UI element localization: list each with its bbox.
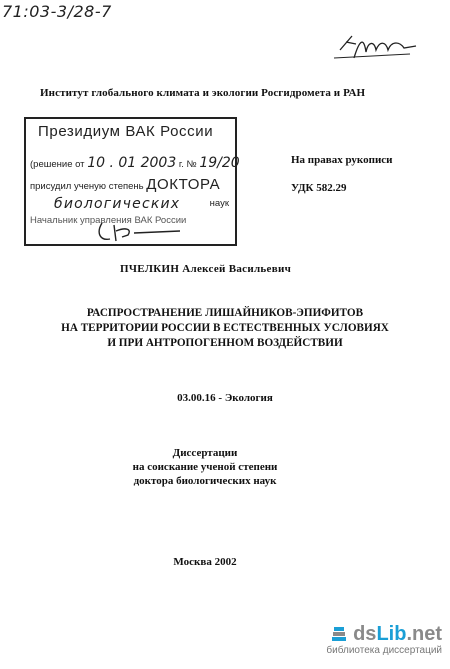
stamp-sciences-suffix: наук (209, 198, 229, 209)
manuscript-rights: На правах рукописи (291, 154, 393, 166)
city-year: Москва 2002 (173, 556, 237, 568)
handwritten-catalog-number: 71:03-3/28-7 (2, 2, 112, 21)
degree-line: Диссертации (172, 447, 238, 459)
stamp-decision-line (30, 155, 240, 171)
vak-stamp (24, 117, 240, 246)
institute-name: Институт глобального климата и экологии Росгидромета и РАН (40, 87, 366, 99)
stamp-degree-field: биологических (54, 196, 181, 212)
watermark-logo (353, 623, 442, 646)
logo-lib: Lib (376, 623, 407, 645)
stamp-decision-number: 19/20 (199, 155, 240, 171)
stamp-title: Президиум ВАК России (38, 123, 214, 140)
degree-line: доктора биологических наук (133, 475, 277, 487)
specialty-code: 03.00.16 - Экология (177, 392, 273, 404)
stamp-decision-prefix: (решение от (30, 159, 85, 170)
logo-ds: ds (353, 623, 377, 645)
logo-net: .net (406, 623, 442, 645)
stamp-decision-date: 10 . 01 2003 (87, 155, 177, 171)
degree-statement (0, 446, 410, 488)
stamp-awarded-prefix: присудил ученую степень (30, 181, 144, 192)
stamp-signature-icon (94, 219, 184, 245)
udk-code: УДК 582.29 (291, 182, 347, 194)
stamp-degree-printed: ДОКТОРА (146, 176, 221, 193)
stamp-awarded-line (30, 176, 220, 193)
book-stack-icon (329, 625, 349, 645)
top-signature-icon (330, 28, 420, 68)
dissertation-title (20, 306, 430, 351)
degree-line: на соискание ученой степени (132, 461, 278, 473)
dslib-watermark[interactable] (282, 623, 442, 663)
title-line: НА ТЕРРИТОРИИ РОССИИ В ЕСТЕСТВЕННЫХ УСЛОВИЯХ (61, 322, 389, 334)
author-name: ПЧЕЛКИН Алексей Васильевич (120, 263, 292, 275)
watermark-subtitle: библиотека диссертаций (326, 645, 442, 656)
title-line: РАСПРОСТРАНЕНИЕ ЛИШАЙНИКОВ-ЭПИФИТОВ (86, 307, 364, 319)
stamp-number-prefix: г. № (178, 159, 197, 170)
title-line: И ПРИ АНТРОПОГЕННОМ ВОЗДЕЙСТВИИ (107, 337, 343, 349)
stamp-head-title: Начальник управления ВАК России (30, 215, 187, 226)
